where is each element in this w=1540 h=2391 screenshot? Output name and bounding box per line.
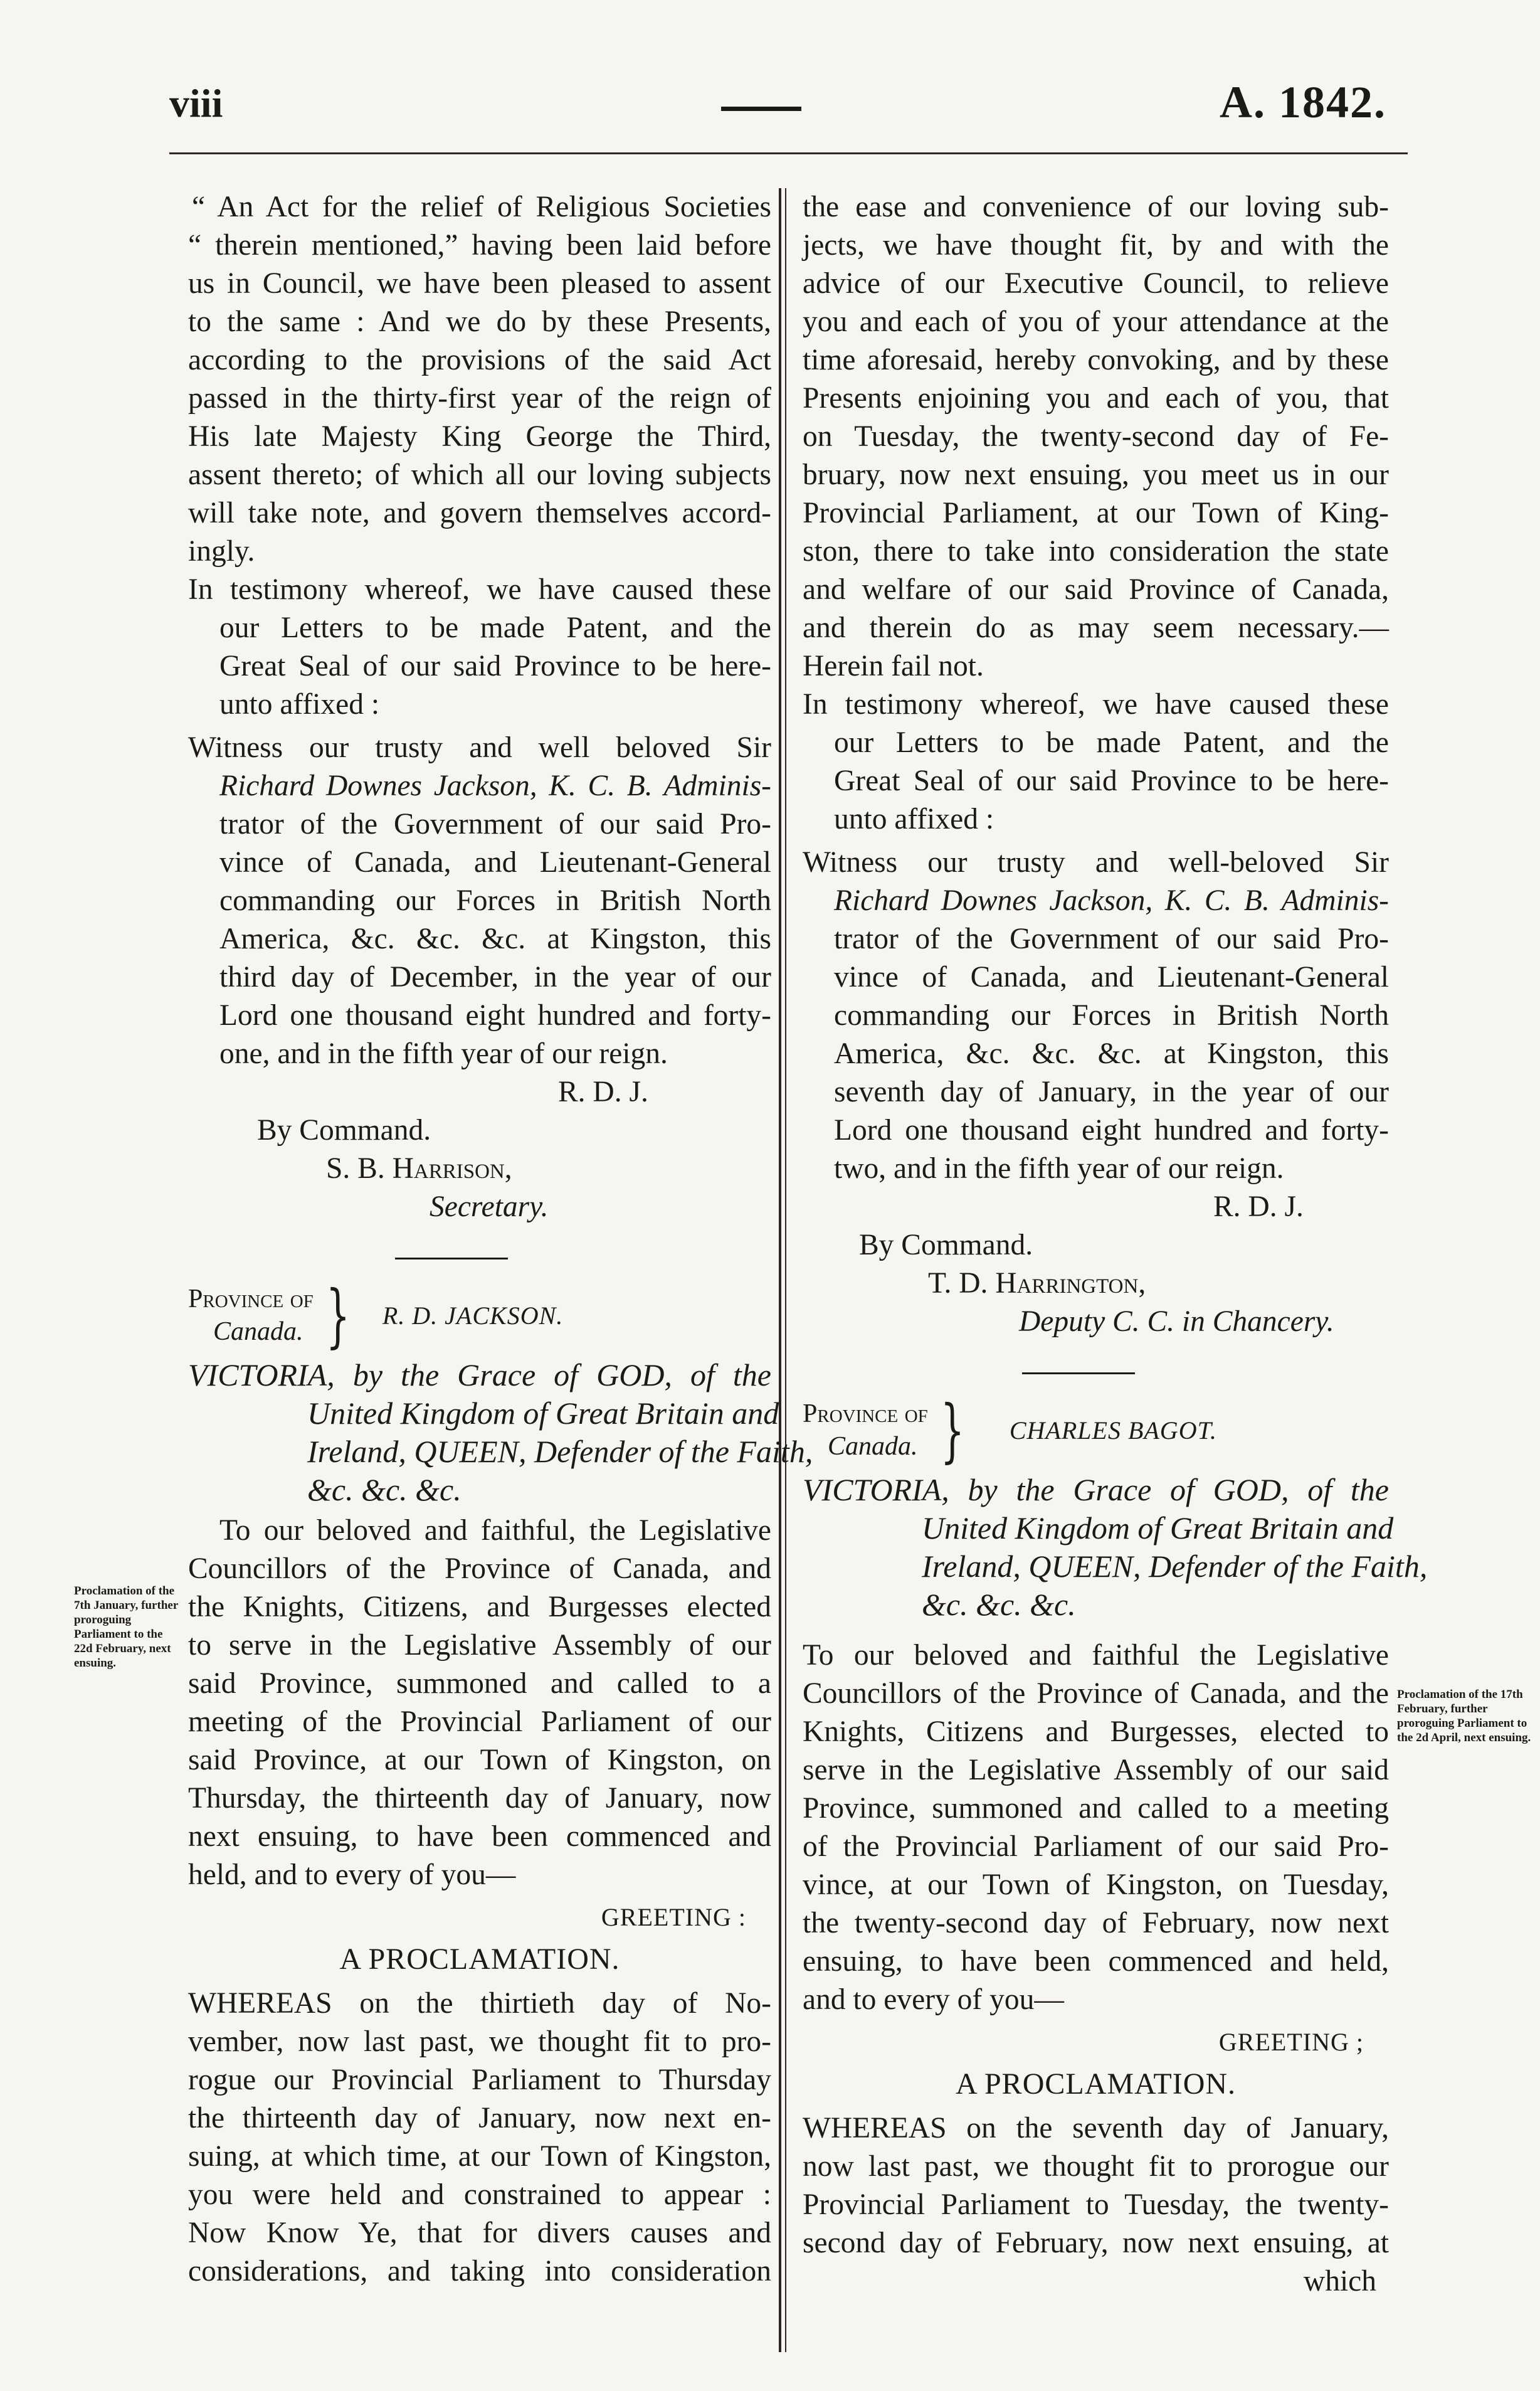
text-line: to serve in the Legislative Assembly of our [188, 1629, 771, 1662]
text-line: jects, we have thought fit, by and with the [803, 229, 1389, 262]
text-line: seventh day of January, in the year of our [834, 1076, 1389, 1108]
text-line: held, and to every of you— [188, 1858, 516, 1891]
text-line: “ An Act for the relief of Religious Societies [192, 191, 771, 223]
text-line: America, &c. &c. &c. at Kingston, this [834, 1037, 1389, 1070]
text-line: Lord one thousand eight hundred and forty- [834, 1114, 1389, 1147]
text-line: unto affixed : [219, 688, 380, 721]
brace-glyph: } [940, 1390, 965, 1470]
left-witness [188, 729, 771, 1073]
text-line: to the same : And we do by these Presents, [188, 305, 771, 338]
text-line: In testimony whereof, we have caused these [188, 573, 771, 606]
text-line: our Letters to be made Patent, and the [834, 726, 1389, 759]
text-line: ingly. [188, 535, 255, 568]
brace-glyph: } [325, 1275, 351, 1355]
left-signer: S. B. Harrison, [326, 1152, 512, 1185]
text-line: assent thereto; of which all our loving subjects [188, 459, 771, 491]
text-line: now last past, we thought fit to prorogue our [803, 2150, 1389, 2183]
text-line: of the Provincial Parliament of our said Pro- [803, 1830, 1389, 1863]
text-line: you and each of you of your attendance at the [803, 305, 1389, 338]
text-line: advice of our Executive Council, to relieve [803, 267, 1389, 300]
text-line: will take note, and govern themselves accord- [188, 497, 771, 529]
section-rule [1022, 1372, 1135, 1374]
text-line: To our beloved and faithful the Legislative [803, 1639, 1389, 1672]
text-line: Now Know Ye, that for divers causes and [188, 2217, 771, 2249]
running-head-year: A. 1842. [1220, 77, 1386, 127]
province-of-label: Province of [803, 1399, 928, 1428]
text-line: Lord one thousand eight hundred and forty- [219, 999, 771, 1032]
text-line: considerations, and taking into consideration [188, 2255, 771, 2288]
left-signer-title: Secretary. [430, 1190, 549, 1223]
text-line: Witness our trusty and well beloved Sir [188, 731, 771, 764]
right-whereas [803, 2109, 1389, 2301]
right-column [803, 188, 1428, 2301]
right-address [803, 1636, 1389, 2019]
left-address [188, 1512, 771, 1894]
text-line: To our beloved and faithful, the Legislative [219, 1514, 771, 1547]
text-line: Knights, Citizens and Burgesses, elected to [803, 1715, 1389, 1748]
section-rule [395, 1258, 508, 1259]
text-line: VICTORIA, by the Grace of GOD, of the [188, 1357, 771, 1392]
text-line: commanding our Forces in British North [834, 999, 1389, 1032]
text-line: ston, there to take into consideration the state [803, 535, 1389, 568]
text-line: Great Seal of our said Province to be here- [219, 650, 771, 682]
text-line: Richard Downes Jackson, K. C. B. Adminis- [834, 884, 1389, 917]
left-initials: R. D. J. [558, 1076, 648, 1108]
right-witness [803, 844, 1389, 1188]
text-line: Ireland, QUEEN, Defender of the Faith, [922, 1549, 1428, 1584]
left-greeting: GREETING : [601, 1903, 746, 1931]
left-act-paragraph [188, 188, 771, 571]
text-line: the thirteenth day of January, now next en- [188, 2102, 771, 2134]
text-line: one, and in the fifth year of our reign. [219, 1037, 668, 1070]
text-line: Great Seal of our said Province to be here- [834, 765, 1389, 797]
text-line: America, &c. &c. &c. at Kingston, this [219, 923, 771, 955]
right-margin-note: Proclamation of the 17th February, further proroguing Parliament to the 2d April, next ensuing. [1397, 1688, 1531, 1744]
right-province-block [803, 1390, 1389, 1470]
text-line: you were held and constrained to appear : [188, 2178, 771, 2211]
text-line: Councillors of the Province of Canada, and the [803, 1677, 1389, 1710]
text-line: VICTORIA, by the Grace of GOD, of the [803, 1472, 1389, 1507]
text-line: Ireland, QUEEN, Defender of the Faith, [307, 1434, 813, 1469]
province-name: Canada. [828, 1432, 918, 1461]
text-line: trator of the Government of our said Pro- [219, 808, 771, 840]
header-dash [721, 107, 801, 111]
text-line: which [1303, 2265, 1376, 2298]
text-line: on Tuesday, the twenty-second day of Fe- [803, 420, 1389, 453]
right-testimony [803, 686, 1389, 839]
text-line: vince of Canada, and Lieutenant-General [219, 846, 771, 879]
text-line: third day of December, in the year of our [219, 961, 771, 994]
text-line: our Letters to be made Patent, and the [219, 612, 771, 644]
left-royal-style [188, 1356, 813, 1509]
text-line: us in Council, we have been pleased to assent [188, 267, 771, 300]
text-line: His late Majesty King George the Third, [188, 420, 771, 453]
text-line: Provincial Parliament to Tuesday, the twenty- [803, 2188, 1389, 2221]
right-by-command: By Command. [859, 1229, 1033, 1261]
text-line: trator of the Government of our said Pro- [834, 923, 1389, 955]
text-line: United Kingdom of Great Britain and [307, 1396, 779, 1431]
left-testimony [188, 571, 771, 724]
column-divider [779, 188, 781, 2352]
text-line: commanding our Forces in British North [219, 884, 771, 917]
text-line: rogue our Provincial Parliament to Thursday [188, 2064, 771, 2096]
column-divider-inner [785, 188, 786, 2352]
province-of-label: Province of [188, 1285, 314, 1313]
text-line: WHEREAS on the seventh day of January, [803, 2112, 1389, 2144]
left-margin-note: Proclamation of the 7th January, further proroguing Parliament to the 22d February, next ensuing. [74, 1584, 178, 1670]
text-line: vember, now last past, we thought fit to pro- [188, 2025, 771, 2058]
right-signer: T. D. Harrington, [928, 1267, 1146, 1300]
text-line: suing, at which time, at our Town of Kingston, [188, 2140, 771, 2173]
left-by-command: By Command. [257, 1114, 431, 1147]
text-line: time aforesaid, hereby convoking, and by these [803, 344, 1389, 376]
text-line: Provincial Parliament, at our Town of King- [803, 497, 1389, 529]
governor-name: CHARLES BAGOT. [1009, 1416, 1217, 1445]
text-line: the twenty-second day of February, now next [803, 1907, 1389, 1939]
text-line: ensuing, to have been commenced and held, [803, 1945, 1389, 1978]
text-line: the Knights, Citizens, and Burgesses elected [188, 1591, 771, 1623]
text-line: Councillors of the Province of Canada, and [188, 1552, 771, 1585]
right-royal-style [803, 1471, 1428, 1624]
text-line: Witness our trusty and well-beloved Sir [803, 846, 1389, 879]
text-line: meeting of the Provincial Parliament of our [188, 1705, 771, 1738]
left-whereas [188, 1985, 771, 2291]
text-line: two, and in the fifth year of our reign. [834, 1152, 1284, 1185]
text-line: &c. &c. &c. [307, 1472, 461, 1507]
text-line: the ease and convenience of our loving sub- [803, 191, 1389, 223]
text-line: said Province, at our Town of Kingston, on [188, 1744, 771, 1776]
text-line: WHEREAS on the thirtieth day of No- [188, 1987, 771, 2020]
text-line: and to every of you— [803, 1983, 1064, 2016]
text-line: said Province, summoned and called to a [188, 1667, 771, 1700]
text-line: serve in the Legislative Assembly of our said [803, 1754, 1389, 1786]
text-line: unto affixed : [834, 803, 994, 835]
text-line: Province, summoned and called to a meeting [803, 1792, 1389, 1825]
text-line: passed in the thirty-first year of the reign of [188, 382, 771, 415]
text-line: second day of February, now next ensuing, at [803, 2227, 1389, 2259]
right-greeting: GREETING ; [1218, 2028, 1364, 2056]
text-line: Presents enjoining you and each of you, that [803, 382, 1389, 415]
right-initials: R. D. J. [1213, 1190, 1304, 1223]
text-line: In testimony whereof, we have caused these [803, 688, 1389, 721]
right-continuation-paragraph [803, 188, 1389, 686]
text-line: “ therein mentioned,” having been laid before [188, 229, 771, 262]
right-proclamation-title: A PROCLAMATION. [955, 2067, 1237, 2101]
page-number: viii [169, 81, 223, 125]
text-line: vince, at our Town of Kingston, on Tuesday, [803, 1869, 1389, 1901]
text-line: &c. &c. &c. [922, 1587, 1076, 1622]
text-line: next ensuing, to have been commenced and [188, 1820, 771, 1853]
governor-name: R. D. JACKSON. [382, 1301, 564, 1330]
text-line: United Kingdom of Great Britain and [922, 1510, 1394, 1545]
province-name: Canada. [213, 1317, 303, 1346]
text-line: bruary, now next ensuing, you meet us in our [803, 459, 1389, 491]
text-line: Richard Downes Jackson, K. C. B. Adminis- [219, 770, 771, 802]
left-proclamation-title: A PROCLAMATION. [339, 1943, 620, 1976]
header-rule [169, 152, 1408, 154]
text-line: Herein fail not. [803, 650, 984, 682]
text-line: vince of Canada, and Lieutenant-General [834, 961, 1389, 994]
right-signer-title: Deputy C. C. in Chancery. [1019, 1305, 1334, 1338]
text-line: and therein do as may seem necessary.— [803, 612, 1389, 644]
text-line: Thursday, the thirteenth day of January, now [188, 1782, 771, 1815]
text-line: and welfare of our said Province of Canada, [803, 573, 1389, 606]
left-column [188, 188, 813, 2291]
text-line: according to the provisions of the said Act [188, 344, 771, 376]
left-province-block [188, 1275, 771, 1355]
